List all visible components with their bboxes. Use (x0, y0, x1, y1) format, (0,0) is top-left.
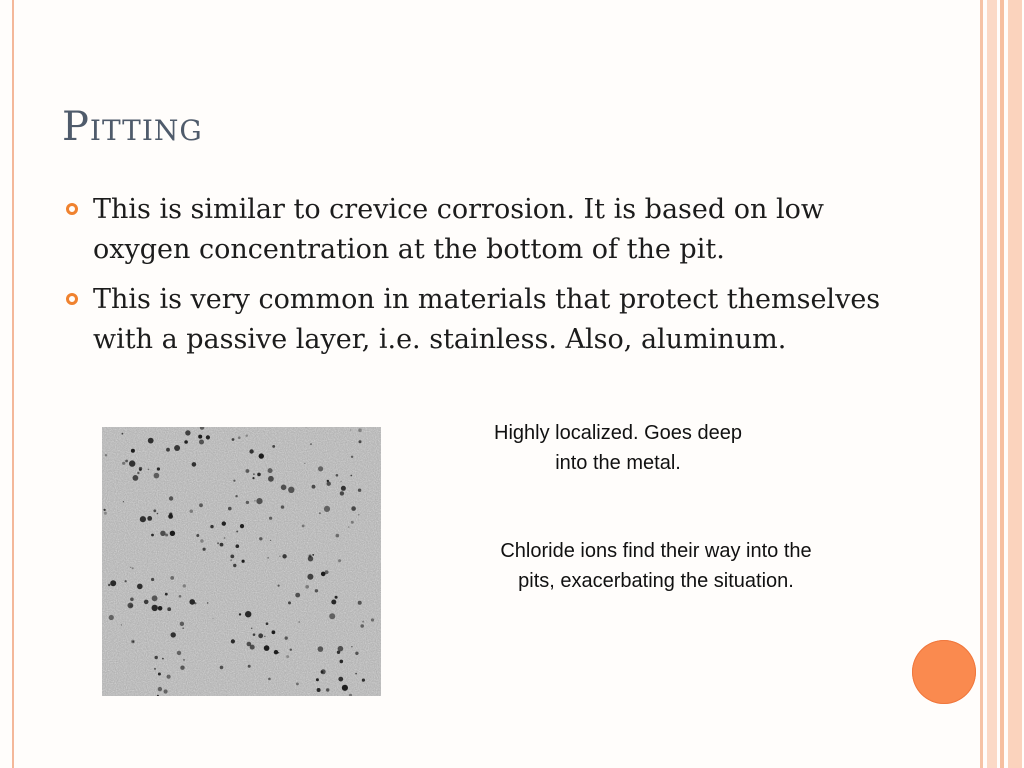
right-stripe (980, 0, 983, 768)
pit-speck (166, 448, 170, 452)
pit-speck (129, 460, 135, 466)
pit-speck (312, 554, 314, 556)
pit-speck (230, 560, 231, 561)
pit-speck (286, 655, 289, 658)
pit-speck (360, 624, 364, 628)
left-border-line (12, 0, 14, 768)
bullet-text: This is similar to crevice corrosion. It is based on low oxygen concentration at the bottom of the pit. (93, 194, 824, 265)
pit-speck (233, 564, 236, 567)
pit-speck (319, 512, 321, 514)
pit-speck (250, 645, 255, 650)
pit-speck (264, 645, 270, 651)
decorative-circle (912, 640, 976, 704)
pit-speck (336, 474, 339, 477)
pit-speck (125, 580, 127, 582)
pit-speck (224, 537, 226, 539)
pit-speck (312, 485, 316, 489)
pit-speck (207, 602, 209, 604)
pit-speck (165, 593, 168, 596)
pit-speck (321, 671, 324, 674)
pit-speck (321, 572, 326, 577)
pit-speck (278, 652, 279, 653)
pit-speck (316, 678, 319, 681)
pit-speck (359, 440, 362, 443)
pit-speck (258, 633, 263, 638)
pit-speck (324, 506, 330, 512)
pit-speck (252, 477, 254, 479)
pit-speck (268, 476, 274, 482)
pit-speck (307, 574, 313, 580)
pit-speck (235, 495, 237, 497)
pit-speck (254, 500, 255, 501)
pit-speck (170, 531, 175, 536)
pit-speck (326, 688, 329, 691)
pit-speck (351, 521, 354, 524)
bullet-ring-icon (66, 293, 78, 305)
pit-speck (103, 509, 105, 511)
pit-speck (122, 433, 124, 435)
pit-speck (171, 632, 176, 637)
pit-speck (350, 475, 352, 477)
pit-speck (199, 503, 203, 507)
pit-speck (348, 526, 350, 528)
caption-localized: Highly localized. Goes deep into the metal. (494, 422, 742, 474)
pit-speck (170, 576, 174, 580)
pit-speck (157, 513, 159, 515)
bullet-text: This is very common in materials that protect themselves with a passive layer, i.e. stainless. Also, aluminum. (93, 284, 881, 355)
pit-speck (165, 534, 168, 537)
pit-speck (121, 624, 122, 625)
pit-speck (169, 513, 172, 516)
pit-speck (317, 688, 321, 692)
pit-speck (318, 466, 323, 471)
pit-speck (160, 531, 165, 536)
pit-speck (157, 467, 160, 470)
pit-speck (217, 542, 219, 544)
pit-speck (183, 584, 186, 587)
pit-speck (144, 600, 149, 605)
pit-speck (220, 543, 224, 547)
pit-speck (108, 584, 110, 586)
pit-speck (154, 473, 160, 479)
pit-speck (335, 596, 338, 599)
pit-speck (122, 462, 125, 465)
pit-speck (279, 556, 281, 558)
pit-speck (331, 600, 336, 605)
pit-speck (154, 668, 156, 670)
pit-speck (266, 622, 269, 625)
pit-speck (351, 646, 352, 647)
pit-speck (210, 525, 213, 528)
pit-speck (278, 585, 280, 587)
pit-speck (148, 469, 150, 471)
pit-speck (251, 628, 253, 630)
right-stripe (987, 0, 997, 768)
pit-speck (200, 539, 203, 542)
pit-speck (295, 593, 300, 598)
pit-speck (140, 516, 146, 522)
pit-speck (315, 589, 318, 592)
pit-speck (371, 618, 374, 621)
pit-speck (185, 430, 190, 435)
pit-speck (180, 666, 184, 670)
pit-speck (104, 512, 107, 515)
pit-speck (164, 689, 168, 693)
pit-speck (304, 463, 305, 464)
pit-speck (337, 651, 340, 654)
pit-speck (302, 525, 305, 528)
pit-speck (340, 491, 344, 495)
pit-speck (358, 601, 362, 605)
pit-speck (257, 473, 261, 477)
pit-speck (179, 595, 182, 598)
pit-speck (224, 524, 226, 526)
pit-speck (288, 601, 291, 604)
pit-speck (285, 636, 288, 639)
pit-speck (190, 510, 193, 513)
pit-speck (180, 622, 184, 626)
pit-speck (158, 687, 162, 691)
pit-speck (152, 605, 158, 611)
pit-speck (189, 599, 195, 605)
pit-speck (264, 636, 265, 637)
pit-speck (196, 534, 199, 537)
slide-title: Pitting (62, 104, 203, 150)
pit-speck (270, 540, 271, 541)
pit-speck (131, 640, 135, 644)
pit-speck (268, 678, 271, 681)
pit-speck (139, 468, 142, 471)
pitted-metal-image (102, 427, 381, 696)
pit-speck (130, 598, 134, 602)
pit-speck (174, 445, 180, 451)
bullet-list (64, 190, 894, 370)
pit-speck (362, 621, 364, 623)
pit-speck (162, 658, 164, 660)
pit-speck (318, 646, 324, 652)
pit-speck (137, 584, 143, 590)
pit-speck (238, 436, 241, 439)
pit-speck (110, 580, 116, 586)
pit-speck (340, 481, 341, 482)
pit-speck (232, 438, 235, 441)
pit-speck (155, 656, 158, 659)
pit-speck (233, 480, 235, 482)
pit-speck (246, 469, 250, 473)
pit-speck (296, 683, 299, 686)
pit-speck (338, 677, 343, 682)
bullet-ring-icon (66, 203, 78, 215)
pit-speck (242, 560, 245, 563)
pit-speck (338, 559, 341, 562)
pit-speck (194, 602, 196, 604)
pit-speck (183, 659, 185, 661)
pit-speck (342, 685, 348, 691)
pit-speck (137, 472, 139, 474)
pit-speck (256, 498, 262, 504)
pit-speck (184, 440, 188, 444)
pit-speck (130, 604, 133, 607)
pit-speck (125, 460, 128, 463)
pit-speck (213, 618, 214, 619)
pit-speck (340, 660, 344, 664)
pit-speck (327, 480, 329, 482)
pit-speck (109, 615, 114, 620)
pit-speck (123, 501, 124, 502)
pit-speck (246, 435, 248, 437)
pit-speck (309, 555, 312, 558)
pit-speck (148, 438, 154, 444)
pit-speck (267, 557, 269, 559)
pit-speck (182, 627, 184, 629)
pit-speck (274, 650, 278, 654)
pit-speck (248, 665, 251, 668)
pit-speck (351, 456, 353, 458)
pit-speck (198, 435, 202, 439)
pit-speck (177, 651, 181, 655)
pit-speck (130, 567, 131, 568)
pit-speck (158, 606, 163, 611)
pit-speck (133, 475, 139, 481)
pit-speck (269, 517, 272, 520)
pit-speck (236, 531, 238, 533)
pit-speck (290, 649, 292, 651)
pit-speck (249, 449, 253, 453)
pit-speck (272, 445, 275, 448)
pit-speck (236, 544, 240, 548)
pit-speck (253, 633, 256, 636)
pit-speck (192, 462, 197, 467)
pit-speck (305, 585, 309, 589)
pit-speck (268, 468, 273, 473)
pit-speck (239, 613, 241, 615)
pit-speck (152, 595, 158, 601)
pit-speck (105, 454, 107, 456)
pit-speck (199, 440, 204, 445)
pit-speck (246, 501, 249, 504)
pit-speck (169, 496, 173, 500)
bullet-item (64, 190, 894, 270)
pit-speck (310, 443, 312, 445)
right-stripe (1008, 0, 1022, 768)
pit-speck (327, 482, 331, 486)
pit-speck (351, 506, 356, 511)
pit-speck (272, 630, 276, 634)
pit-speck (245, 611, 251, 617)
pit-speck (203, 548, 206, 551)
pit-speck (362, 679, 365, 682)
pit-speck (151, 534, 154, 537)
bullet-item (64, 280, 894, 360)
pit-speck (282, 554, 286, 558)
pit-speck (358, 489, 361, 492)
pit-speck (355, 652, 358, 655)
pit-speck (158, 673, 161, 676)
pit-speck (230, 555, 234, 559)
pit-speck (298, 621, 300, 623)
pit-speck (329, 613, 335, 619)
pit-speck (131, 449, 135, 453)
caption-chloride: Chloride ions find their way into the pits, exacerbating the situation. (500, 540, 812, 592)
pit-speck (231, 639, 235, 643)
pit-speck (358, 428, 362, 432)
pit-speck (167, 607, 171, 611)
pit-speck (341, 486, 346, 491)
pit-speck (220, 666, 224, 670)
pit-speck (336, 534, 340, 538)
pit-speck (288, 487, 294, 493)
pit-speck (259, 453, 264, 458)
pit-speck (167, 675, 171, 679)
pit-speck (153, 509, 156, 512)
pit-speck (281, 485, 287, 491)
pit-speck (228, 507, 232, 511)
pit-speck (355, 673, 357, 675)
pit-speck (358, 514, 360, 516)
pit-speck (281, 505, 284, 508)
right-stripe (1000, 0, 1004, 768)
pit-speck (206, 435, 210, 439)
pit-speck (350, 430, 351, 431)
pit-speck (151, 578, 154, 581)
pit-speck (147, 516, 152, 521)
pit-speck (253, 473, 255, 475)
pit-speck (240, 524, 244, 528)
pit-speck (259, 537, 262, 540)
pit-speck (132, 567, 134, 569)
